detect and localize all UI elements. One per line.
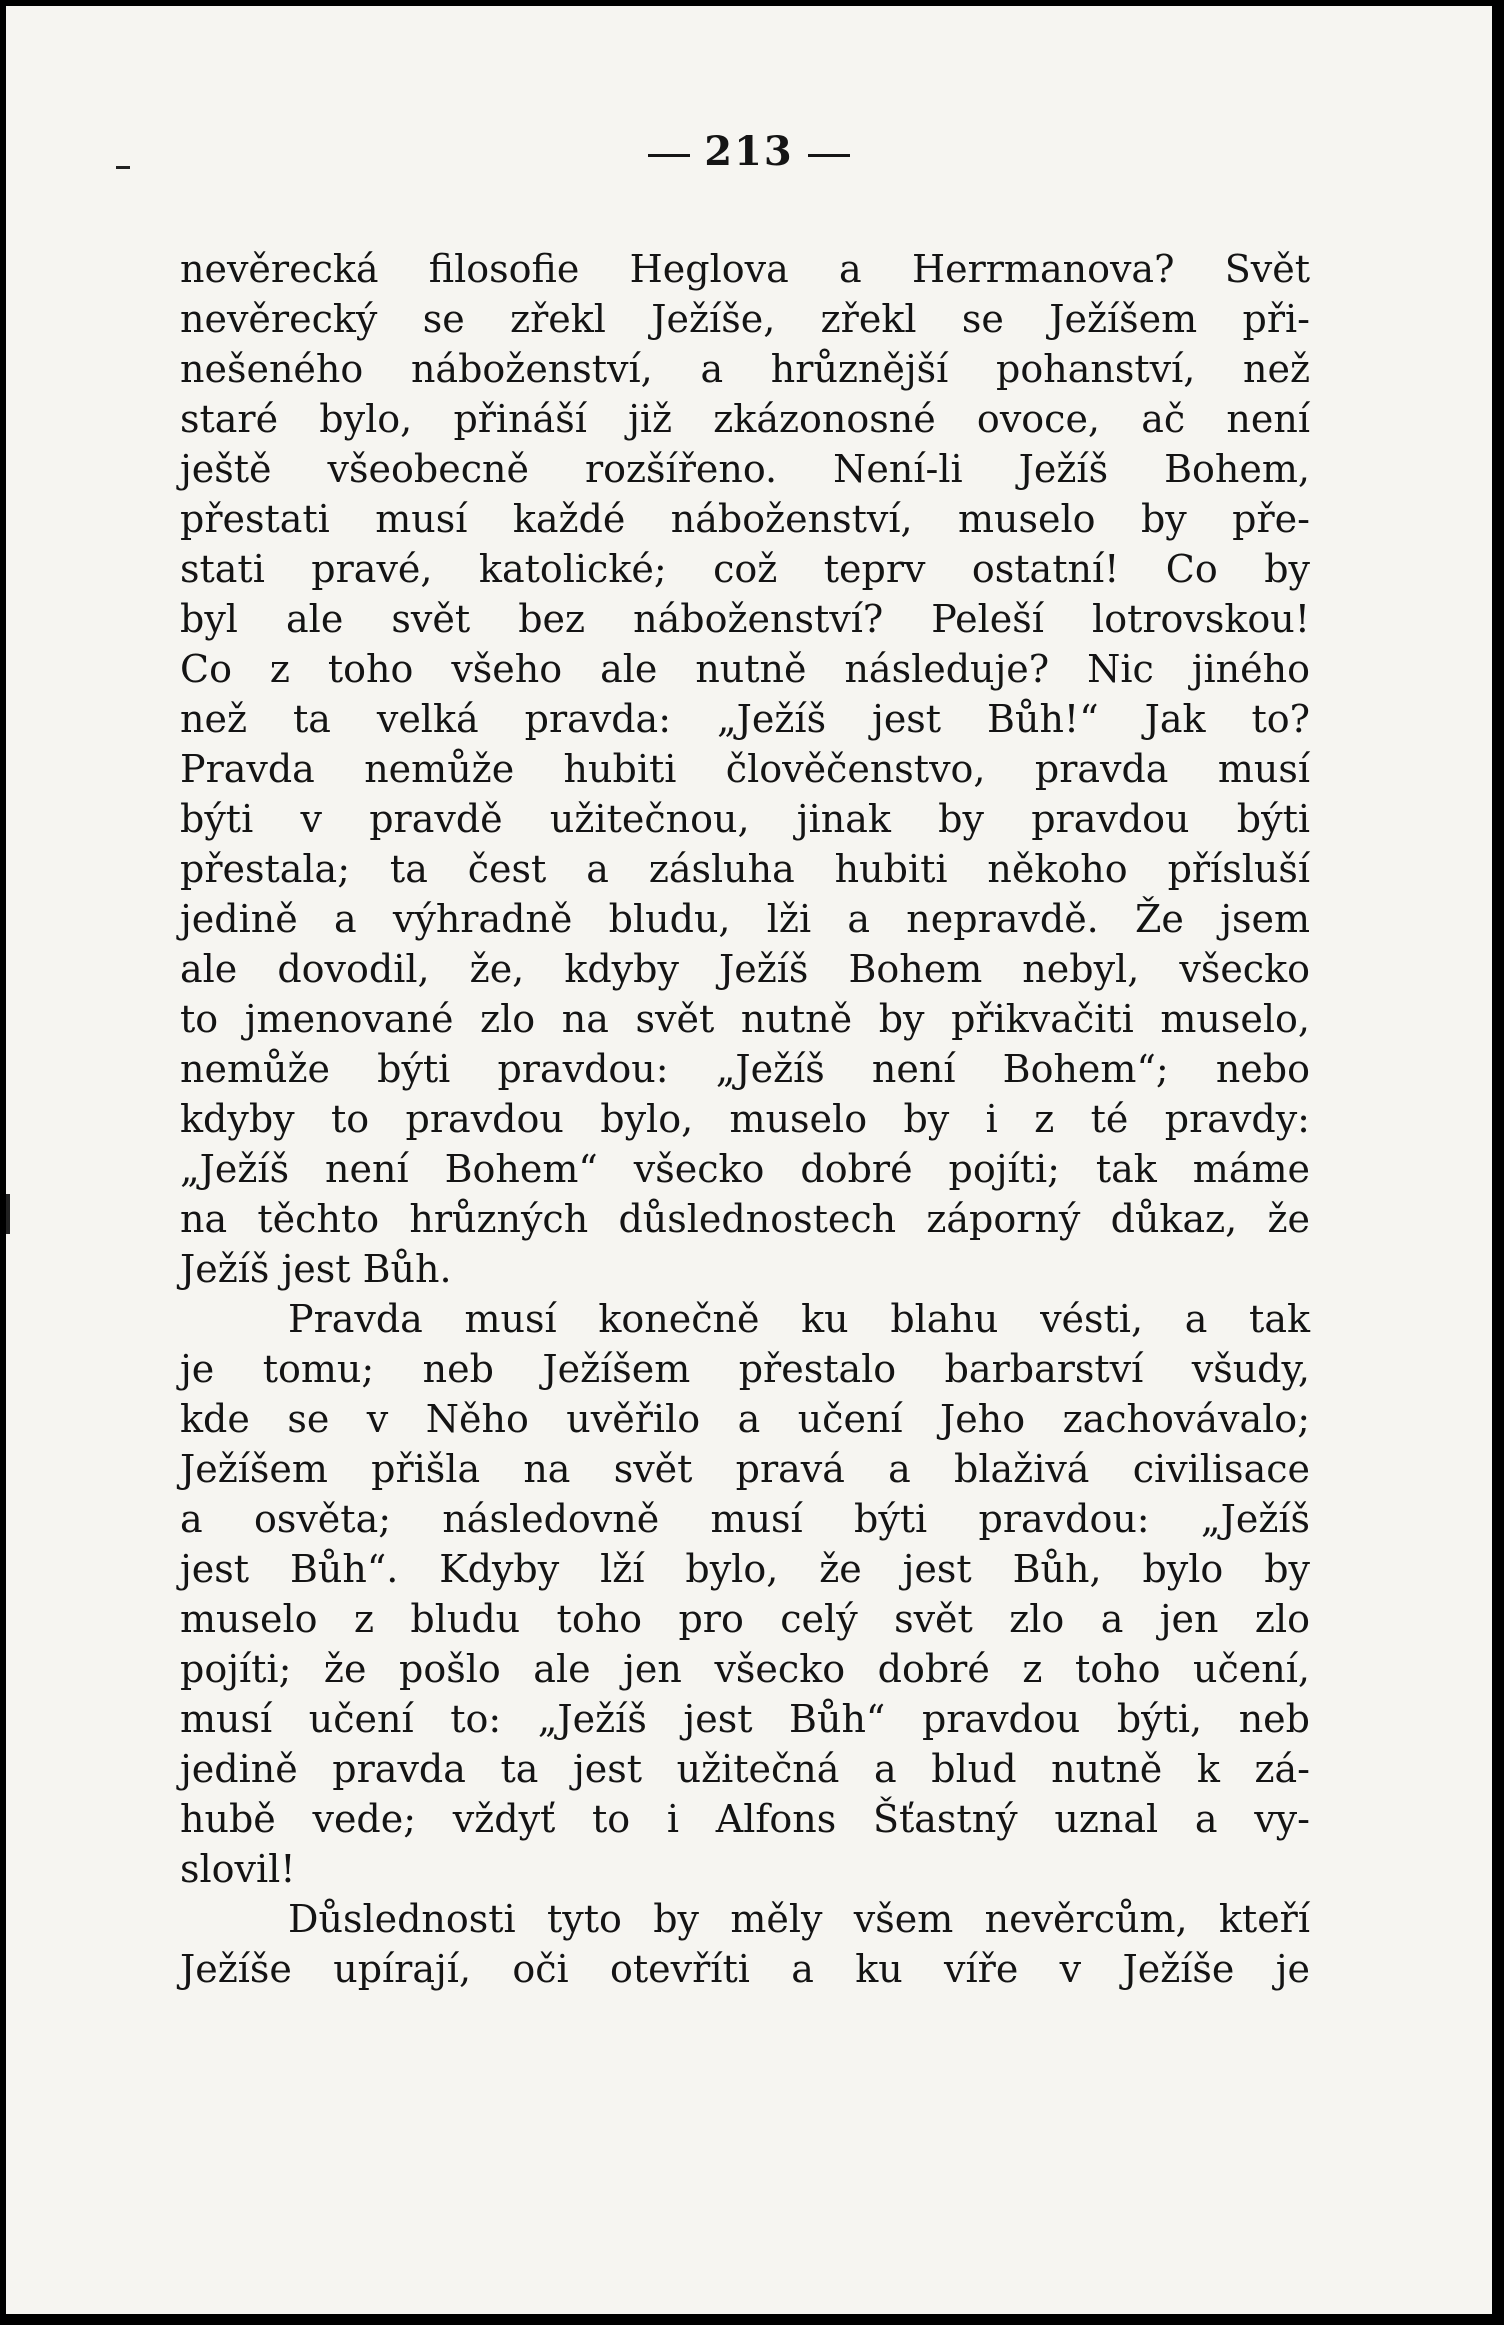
text-line: Důslednosti tyto by měly všem nevěrcům, kteří xyxy=(288,1897,1310,1941)
body-text xyxy=(180,244,1310,1994)
page-number: 213 xyxy=(704,128,794,175)
text-line: hubě vede; vždyť to i Alfons Šťastný uznal a vy- xyxy=(180,1797,1310,1841)
text-line: kdyby to pravdou bylo, muselo by i z té pravdy: xyxy=(180,1097,1310,1141)
text-line: musí učení to: „Ježíš jest Bůh“ pravdou býti, neb xyxy=(180,1697,1310,1741)
header-dash-right xyxy=(808,154,850,157)
text-line: je tomu; neb Ježíšem přestalo barbarství všudy, xyxy=(180,1347,1310,1391)
text-line: než ta velká pravda: „Ježíš jest Bůh!“ Jak to? xyxy=(180,697,1310,741)
text-line: staré bylo, přináší již zkázonosné ovoce, ač není xyxy=(180,397,1310,441)
scan-speck xyxy=(116,166,130,169)
text-line: stati pravé, katolické; což teprv ostatní! Co by xyxy=(180,547,1310,591)
text-line: přestala; ta čest a zásluha hubiti někoho přísluší xyxy=(180,847,1310,891)
header-dash-left xyxy=(648,154,690,157)
text-line: nevěrecká filosofie Heglova a Herrmanova? Svět xyxy=(180,247,1310,291)
text-line: jedině a výhradně bludu, lži a nepravdě. Že jsem xyxy=(180,897,1310,941)
text-line: „Ježíš není Bohem“ všecko dobré pojíti; tak máme xyxy=(180,1147,1310,1191)
text-line: pojíti; že pošlo ale jen všecko dobré z toho učení, xyxy=(180,1647,1310,1691)
page-number-header xyxy=(6,128,1492,175)
text-line: to jmenované zlo na svět nutně by přikvačiti muselo, xyxy=(180,997,1310,1041)
text-line: nemůže býti pravdou: „Ježíš není Bohem“; nebo xyxy=(180,1047,1310,1091)
text-line: byl ale svět bez náboženství? Peleší lotrovskou! xyxy=(180,597,1310,641)
text-line: jest Bůh“. Kdyby lží bylo, že jest Bůh, bylo by xyxy=(180,1547,1310,1591)
book-page xyxy=(6,6,1492,2314)
text-line: jedině pravda ta jest užitečná a blud nutně k zá- xyxy=(180,1747,1310,1791)
text-line: Pravda musí konečně ku blahu vésti, a tak xyxy=(288,1297,1310,1341)
text-line: slovil! xyxy=(180,1847,296,1891)
text-line: kde se v Něho uvěřilo a učení Jeho zachovávalo; xyxy=(180,1397,1310,1441)
text-line: muselo z bludu toho pro celý svět zlo a jen zlo xyxy=(180,1597,1310,1641)
text-line: ještě všeobecně rozšířeno. Není-li Ježíš Bohem, xyxy=(180,447,1310,491)
text-line: býti v pravdě užitečnou, jinak by pravdou býti xyxy=(180,797,1310,841)
text-line: Pravda nemůže hubiti člověčenstvo, pravda musí xyxy=(180,747,1310,791)
scan-speck xyxy=(6,1194,10,1234)
text-line: nešeného náboženství, a hrůznější pohanství, než xyxy=(180,347,1310,391)
text-line: a osvěta; následovně musí býti pravdou: „Ježíš xyxy=(180,1497,1310,1541)
text-line: nevěrecký se zřekl Ježíše, zřekl se Ježíšem při- xyxy=(180,297,1310,341)
text-line: na těchto hrůzných důslednostech záporný důkaz, že xyxy=(180,1197,1310,1241)
text-line: Ježíše upírají, oči otevříti a ku víře v Ježíše je xyxy=(180,1947,1310,1991)
text-line: Co z toho všeho ale nutně následuje? Nic jiného xyxy=(180,647,1310,691)
text-line: přestati musí každé náboženství, muselo by pře- xyxy=(180,497,1310,541)
text-line: ale dovodil, že, kdyby Ježíš Bohem nebyl, všecko xyxy=(180,947,1310,991)
text-line: Ježíš jest Bůh. xyxy=(180,1247,452,1291)
text-line: Ježíšem přišla na svět pravá a blaživá civilisace xyxy=(180,1447,1310,1491)
